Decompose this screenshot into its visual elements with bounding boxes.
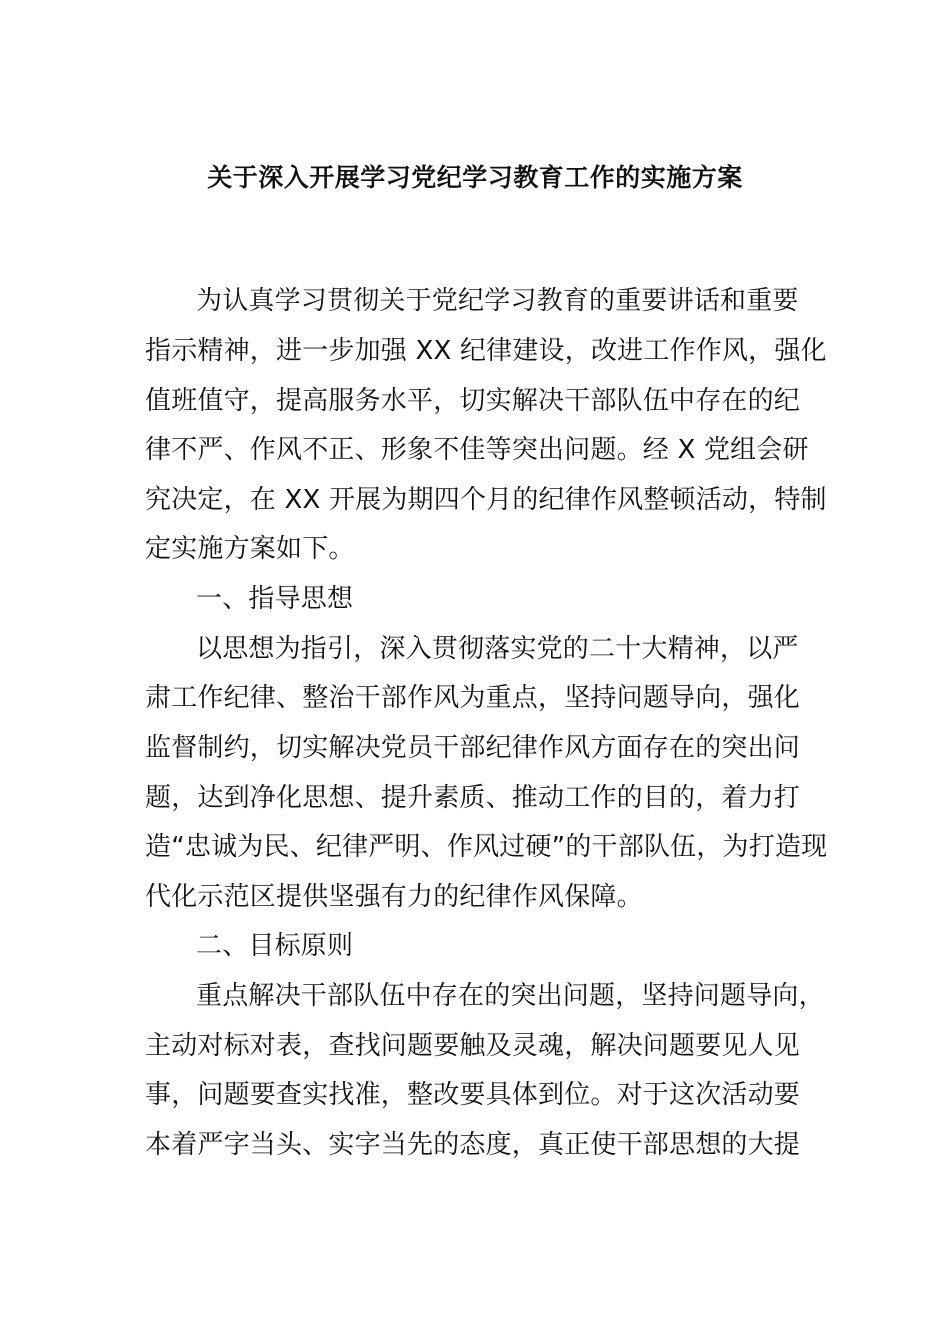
paragraph-3-line-1: 重点解决干部队伍中存在的突出问题，坚持问题导向， [196,981,825,1011]
paragraph-1-line-5: 究决定，在 XX 开展为期四个月的纪律作风整顿活动，特制 [145,485,827,515]
paragraph-1-line-3: 值班值守，提高服务水平，切实解决干部队伍中存在的纪 [145,386,801,416]
section-heading-goals-principles: 二、目标原则 [196,931,354,961]
paragraph-2-line-3: 监督制约，切实解决党员干部纪律作风方面存在的突出问 [145,733,801,763]
section-heading-guiding-thought: 一、指导思想 [196,584,354,614]
paragraph-2-line-1: 以思想为指引，深入贯彻落实党的二十大精神，以严 [196,634,799,664]
paragraph-1-line-1: 为认真学习贯彻关于党纪学习教育的重要讲话和重要 [196,286,799,316]
paragraph-1-line-6: 定实施方案如下。 [145,534,355,564]
paragraph-2-line-5: 造“忠诚为民、纪律严明、作风过硬”的干部队伍，为打造现 [145,832,828,862]
paragraph-3-line-2: 主动对标对表，查找问题要触及灵魂，解决问题要见人见 [145,1031,801,1061]
paragraph-3-line-3: 事，问题要查实找准，整改要具体到位。对于这次活动要 [145,1080,801,1110]
paragraph-1-line-4: 律不严、作风不正、形象不佳等突出问题。经 X 党组会研 [145,435,809,465]
paragraph-2-line-2: 肃工作纪律、整治干部作风为重点，坚持问题导向，强化 [145,683,801,713]
paragraph-2-line-4: 题，达到净化思想、提升素质、推动工作的目的，着力打 [145,783,801,813]
paragraph-2-line-6: 代化示范区提供坚强有力的纪律作风保障。 [145,882,643,912]
paragraph-1-line-2: 指示精神，进一步加强 XX 纪律建设，改进工作作风，强化 [145,336,827,366]
paragraph-3-line-4: 本着严字当头、实字当先的态度，真正使干部思想的大提 [145,1130,801,1160]
document-title: 关于深入开展学习党纪学习教育工作的实施方案 [207,163,743,192]
